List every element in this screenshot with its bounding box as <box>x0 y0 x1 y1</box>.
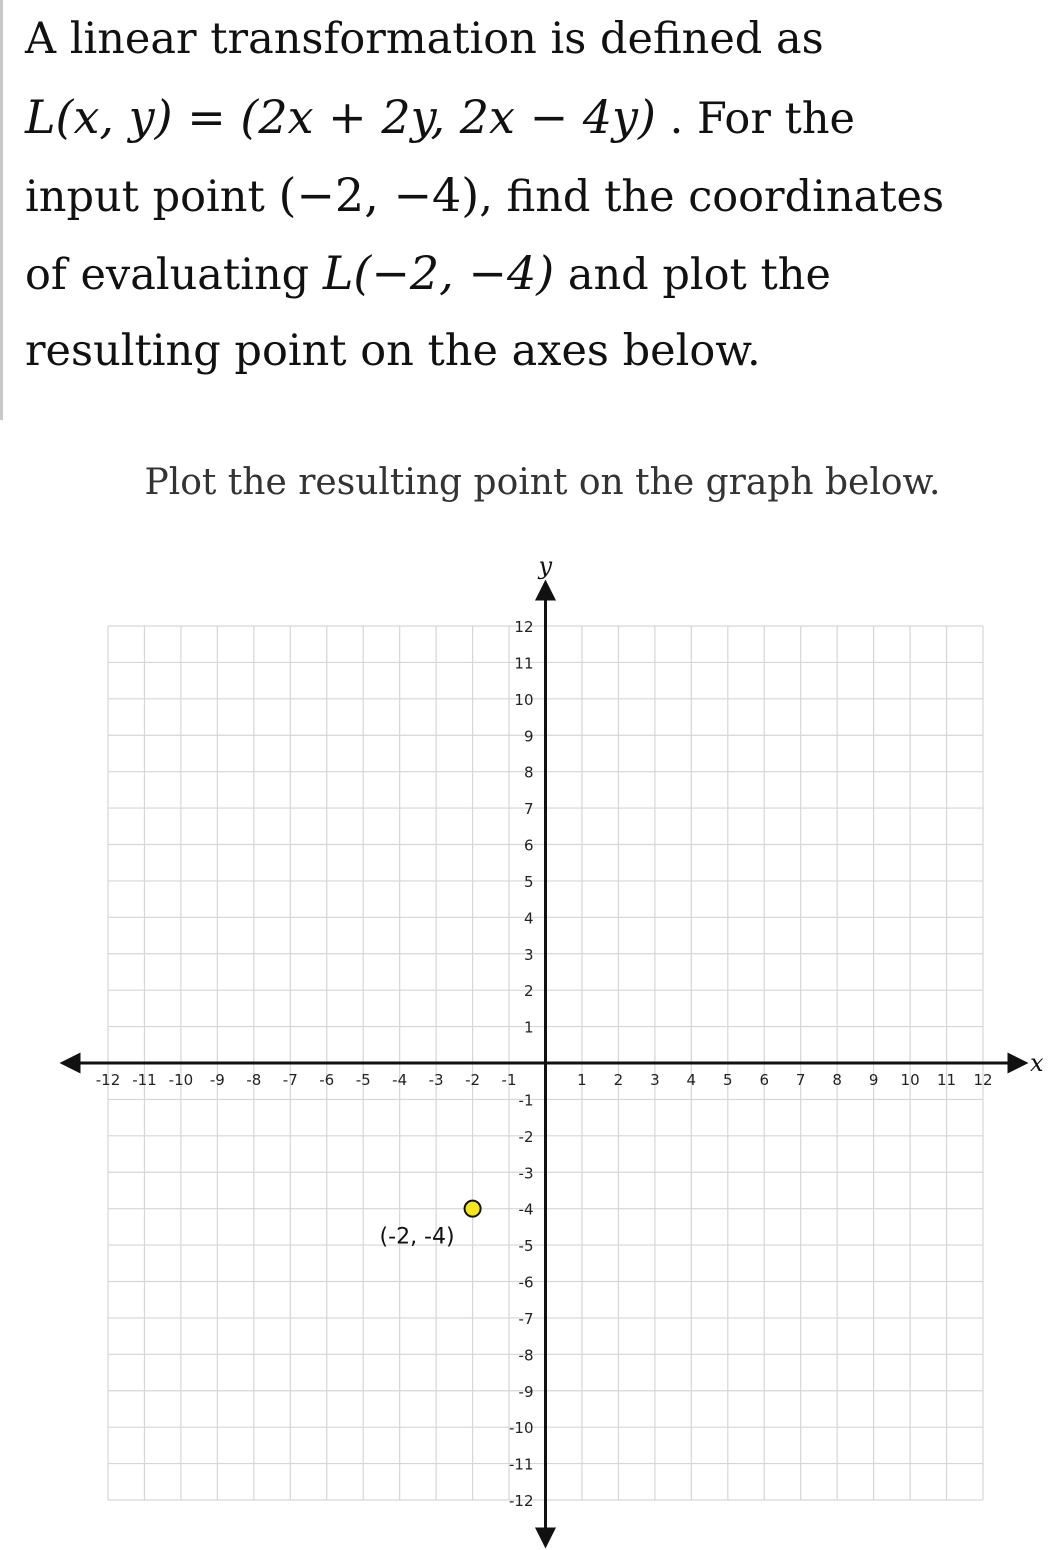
y-tick-label: 8 <box>523 763 534 782</box>
y-tick-label: -4 <box>518 1200 534 1219</box>
y-tick-label: -2 <box>518 1127 534 1146</box>
y-tick-label: -8 <box>518 1346 534 1365</box>
x-tick-label: -4 <box>392 1071 408 1089</box>
y-tick-label: -10 <box>509 1419 534 1438</box>
axes <box>70 552 1044 1538</box>
point-label: (-2, -4) <box>379 1224 455 1250</box>
y-tick-label: -11 <box>509 1455 534 1474</box>
x-tick-label: -6 <box>319 1071 335 1089</box>
y-tick-label: -6 <box>518 1273 534 1292</box>
question-text-resulting: resulting point on the axes below. <box>25 326 761 376</box>
transformation-formula: L(x, y) = (2x + 2y, 2x − 4y) <box>25 90 656 144</box>
y-axis-label: y <box>538 552 553 580</box>
y-tick-label: 1 <box>523 1018 534 1037</box>
x-tick-label: 7 <box>795 1071 806 1089</box>
y-tick-label: 4 <box>523 909 534 928</box>
x-tick-label: -8 <box>246 1071 262 1089</box>
evaluation-math: L(−2, −4) <box>322 246 555 300</box>
x-tick-label: -10 <box>168 1071 194 1089</box>
x-tick-label: 6 <box>759 1071 770 1089</box>
plotted-points <box>380 1201 481 1250</box>
question-text-input-point: input point <box>25 172 279 222</box>
question-intro: A linear transformation is defined as <box>25 14 824 64</box>
y-tick-label: -5 <box>518 1237 534 1256</box>
x-tick-label: -12 <box>95 1071 121 1089</box>
y-tick-label: -12 <box>509 1492 534 1510</box>
x-tick-label: -5 <box>355 1071 371 1089</box>
y-tick-label: 10 <box>514 690 534 709</box>
input-point-math: (−2, −4) <box>278 168 480 222</box>
x-tick-label: 5 <box>723 1071 733 1089</box>
y-tick-label: -1 <box>518 1091 534 1110</box>
x-axis-label: x <box>1030 1049 1044 1077</box>
plotted-point[interactable] <box>465 1201 481 1217</box>
x-tick-label: -2 <box>465 1071 481 1089</box>
y-tick-label: 11 <box>514 654 534 673</box>
y-tick-label: -3 <box>518 1164 534 1183</box>
y-tick-label: 5 <box>523 872 534 891</box>
question-text-for-the: . For the <box>655 94 855 144</box>
x-tick-label: -9 <box>209 1071 225 1089</box>
y-tick-label: 12 <box>514 618 534 636</box>
x-tick-label: -3 <box>428 1071 444 1089</box>
x-tick-label: 11 <box>936 1071 957 1089</box>
question-text-and-plot: and plot the <box>554 250 831 300</box>
x-tick-label: 3 <box>650 1071 660 1089</box>
question-text-of-evaluating: of evaluating <box>25 250 323 300</box>
x-tick-label: -7 <box>282 1071 298 1089</box>
question-text-find: , find the coordinates <box>479 172 945 222</box>
x-tick-label: -11 <box>132 1071 157 1089</box>
y-tick-label: 6 <box>523 836 534 855</box>
y-tick-label: 3 <box>523 945 534 964</box>
y-tick-label: 2 <box>523 982 534 1001</box>
plot-prompt: Plot the resulting point on the graph below. <box>144 462 941 503</box>
x-tick-label: -1 <box>501 1071 517 1089</box>
y-tick-label: -9 <box>518 1382 534 1401</box>
y-tick-label: -7 <box>518 1309 534 1328</box>
y-tick-label: 7 <box>523 800 534 819</box>
x-tick-label: 2 <box>613 1071 624 1089</box>
x-tick-label: 9 <box>868 1071 879 1089</box>
x-tick-label: 1 <box>577 1071 587 1089</box>
x-tick-label: 12 <box>973 1071 993 1089</box>
y-tick-label: 9 <box>523 727 534 746</box>
x-tick-label: 4 <box>686 1071 697 1089</box>
x-tick-label: 8 <box>832 1071 842 1089</box>
x-tick-label: 10 <box>900 1071 920 1089</box>
